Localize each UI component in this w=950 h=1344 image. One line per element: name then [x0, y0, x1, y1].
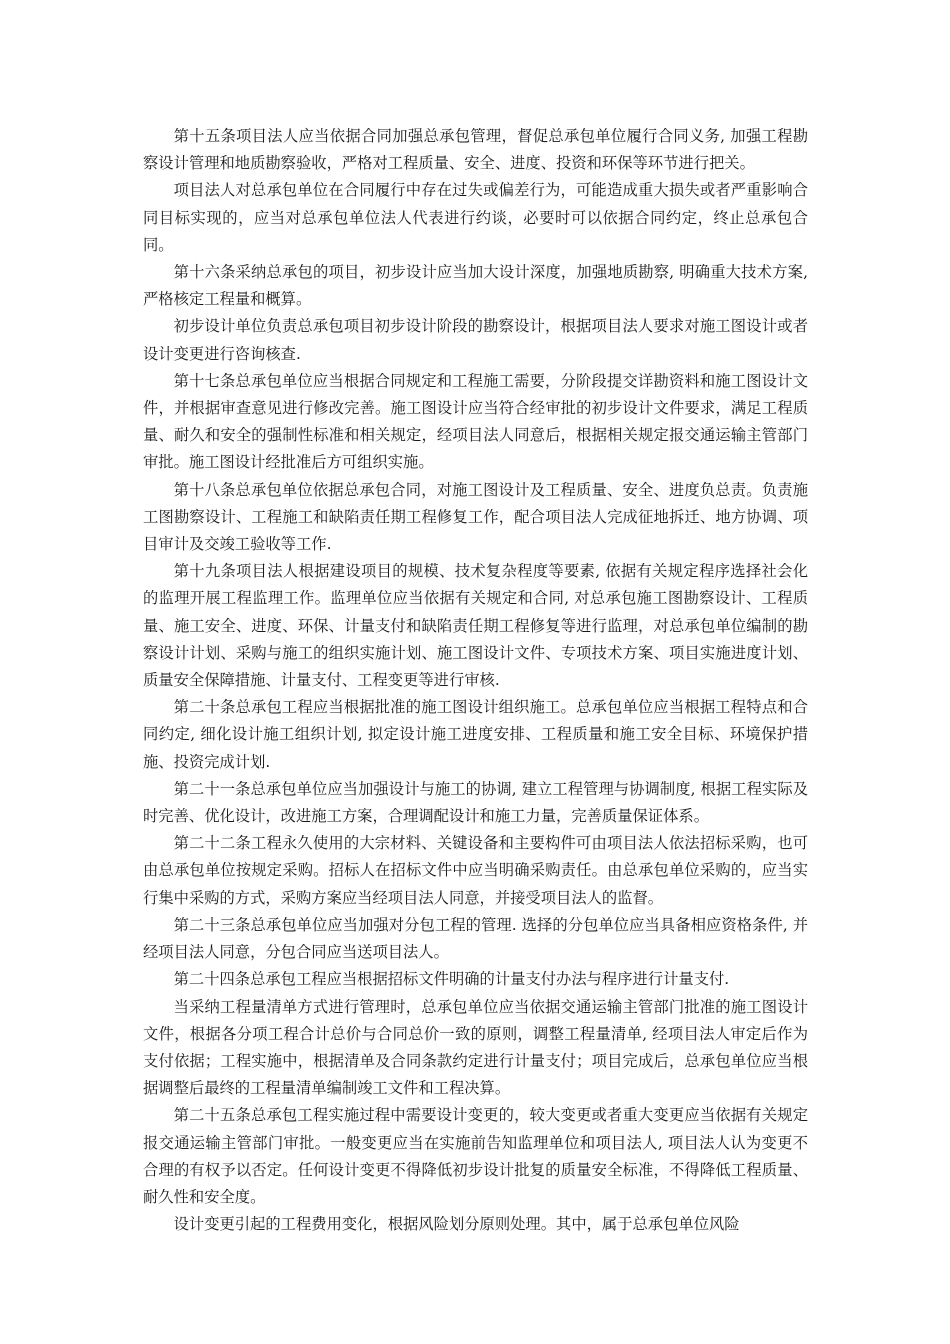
article-16-paragraph: 第十六条采纳总承包的项目，初步设计应当加大设计深度，加强地质勘察, 明确重大技术方案, 严格核定工程量和概算。 [143, 263, 808, 309]
article-16-sub-paragraph: 初步设计单位负责总承包项目初步设计阶段的勘察设计，根据项目法人要求对施工图设计或者设计变更进行咨询核查. [143, 317, 808, 363]
article-23-paragraph: 第二十三条总承包单位应当加强对分包工程的管理. 选择的分包单位应当具备相应资格条件, 并经项目法人同意，分包合同应当送项目法人。 [143, 915, 808, 962]
article-21-paragraph: 第二十一条总承包单位应当加强设计与施工的协调, 建立工程管理与协调制度, 根据工程实际及时完善、优化设计，改进施工方案，合理调配设计和施工力量，完善质量保证体系。 [143, 779, 808, 826]
document-body [143, 123, 808, 1238]
article-15-sub-paragraph: 项目法人对总承包单位在合同履行中存在过失或偏差行为，可能造成重大损失或者严重影响合同目标实现的，应当对总承包单位法人代表进行约谈，必要时可以依据合同约定，终止总承包合同。 [143, 181, 808, 254]
article-17-paragraph: 第十七条总承包单位应当根据合同规定和工程施工需要，分阶段提交详勘资料和施工图设计文件，并根据审查意见进行修改完善。施工图设计应当符合经审批的初步设计文件要求，满足工程质量、耐久和安全的强制性标准和相关规定，经项目法人同意后，根据相关规定报交通运输主管部门审批。施工图设计经批准后方可组织实施。 [143, 371, 808, 472]
article-25-sub-paragraph: 设计变更引起的工程费用变化，根据风险划分原则处理。其中，属于总承包单位风险 [173, 1215, 740, 1234]
article-15-paragraph: 第十五条项目法人应当依据合同加强总承包管理，督促总承包单位履行合同义务, 加强工程勘察设计管理和地质勘察验收，严格对工程质量、安全、进度、投资和环保等环节进行把关。 [143, 127, 808, 173]
article-24-sub-paragraph: 当采纳工程量清单方式进行管理时，总承包单位应当依据交通运输主管部门批准的施工图设计文件，根据各分项工程合计总价与合同总价一致的原则，调整工程量清单, 经项目法人审定后作为支付依据；工程实施中，根据清单及合同条款约定进行计量支付；项目完成后，总承包单位应当根据调整后最终的工程量清单编制竣工文件和工程决算。 [143, 997, 808, 1098]
article-18-paragraph: 第十八条总承包单位依据总承包合同，对施工图设计及工程质量、安全、进度负总责。负责施工图勘察设计、工程施工和缺陷责任期工程修复工作，配合项目法人完成征地拆迁、地方协调、项目审计及交竣工验收等工作. [143, 480, 808, 554]
article-20-paragraph: 第二十条总承包工程应当根据批准的施工图设计组织施工。总承包单位应当根据工程特点和合同约定, 细化设计施工组织计划, 拟定设计施工进度安排、工程质量和施工安全目标、环境保护措施、投资完成计划. [143, 698, 808, 771]
article-22-paragraph: 第二十二条工程永久使用的大宗材料、关键设备和主要构件可由项目法人依法招标采购，也可由总承包单位按规定采购。招标人在招标文件中应当明确采购责任。由总承包单位采购的，应当实行集中采购的方式，采购方案应当经项目法人同意，并接受项目法人的监督。 [143, 834, 808, 907]
article-25-paragraph: 第二十五条总承包工程实施过程中需要设计变更的，较大变更或者重大变更应当依据有关规定报交通运输主管部门审批。一般变更应当在实施前告知监理单位和项目法人, 项目法人认为变更不合理的有权予以否定。任何设计变更不得降低初步设计批复的质量安全标准，不得降低工程质量、耐久性和安全度。 [143, 1106, 808, 1206]
article-24-paragraph: 第二十四条总承包工程应当根据招标文件明确的计量支付办法与程序进行计量支付. [173, 970, 730, 989]
article-19-paragraph: 第十九条项目法人根据建设项目的规模、技术复杂程度等要素, 依据有关规定程序选择社会化的监理开展工程监理工作。监理单位应当依据有关规定和合同, 对总承包施工图勘察设计、工程质量、施工安全、进度、环保、计量支付和缺陷责任期工程修复等进行监理，对总承包单位编制的勘察设计计划、采购与施工的组织实施计划、施工图设计文件、专项技术方案、项目实施进度计划、质量安全保障措施、计量支付、工程变更等进行审核. [143, 562, 808, 690]
